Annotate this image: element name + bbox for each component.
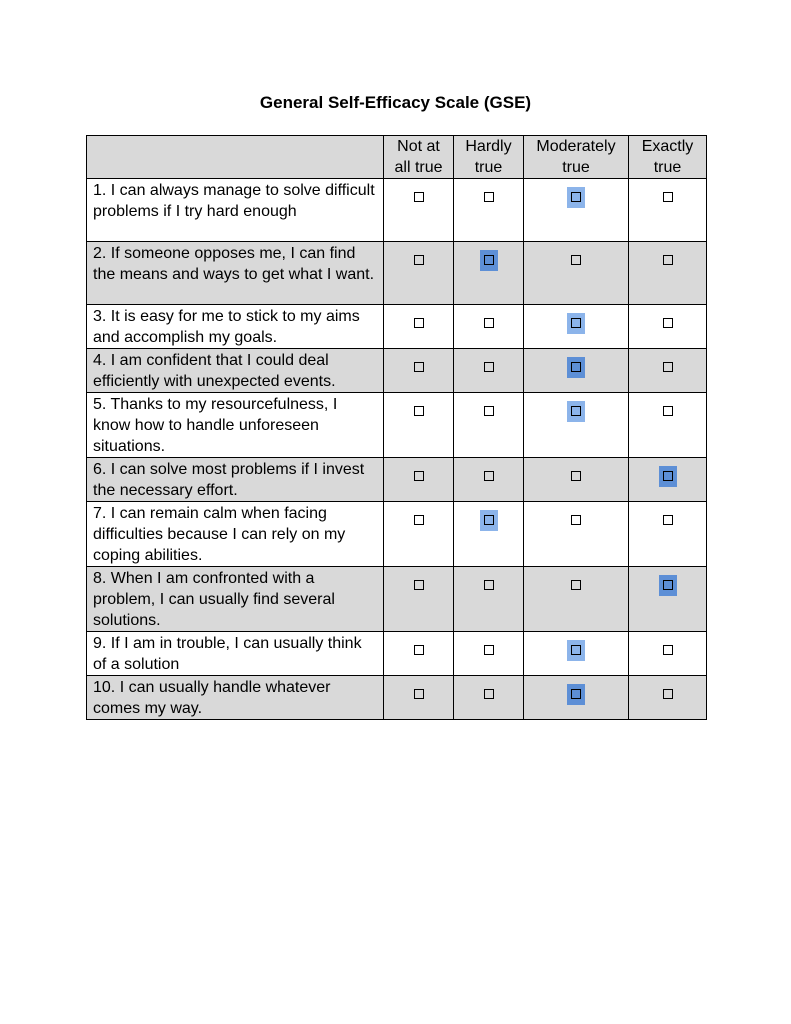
table-row (87, 458, 707, 502)
checkbox[interactable] (659, 684, 677, 705)
checkbox-square-icon (571, 689, 581, 699)
checkbox[interactable] (410, 575, 428, 596)
page-title: General Self-Efficacy Scale (GSE) (259, 93, 532, 112)
checkbox-square-icon (663, 406, 673, 416)
checkbox-square-icon (484, 318, 494, 328)
checkbox[interactable] (410, 187, 428, 208)
checkbox-square-icon (414, 318, 424, 328)
checkbox-square-icon (414, 689, 424, 699)
option-cell-exactly-true (629, 567, 707, 632)
checkbox-square-icon (484, 580, 494, 590)
checkbox[interactable] (567, 466, 585, 487)
checkbox-square-icon (663, 515, 673, 525)
checkbox-square-icon (484, 689, 494, 699)
option-cell-moderately-true (524, 676, 629, 720)
checkbox-square-icon (571, 192, 581, 202)
header-line2: true (653, 159, 682, 176)
option-cell-moderately-true (524, 458, 629, 502)
checkbox-selected-highlight[interactable] (659, 466, 677, 487)
table-row (87, 393, 707, 458)
checkbox[interactable] (659, 313, 677, 334)
table-row (87, 567, 707, 632)
checkbox-square-icon (414, 515, 424, 525)
option-cell-exactly-true (629, 305, 707, 349)
checkbox-square-icon (484, 362, 494, 372)
header-moderately-true (524, 136, 629, 179)
checkbox-square-icon (414, 192, 424, 202)
option-cell-not-at-all-true (384, 632, 454, 676)
header-not-at-all-true (384, 136, 454, 179)
option-cell-exactly-true (629, 632, 707, 676)
table-row (87, 305, 707, 349)
header-exactly-true (629, 136, 707, 179)
table-row (87, 179, 707, 242)
table-row (87, 676, 707, 720)
item-statement: 5. Thanks to my resourcefulness, I know how to handle unforeseen situations. (87, 393, 384, 458)
checkbox-square-icon (571, 645, 581, 655)
checkbox[interactable] (410, 684, 428, 705)
checkbox[interactable] (567, 250, 585, 271)
checkbox-square-icon (571, 406, 581, 416)
item-statement: 6. I can solve most problems if I invest the necessary effort. (87, 458, 384, 502)
checkbox-selected-highlight[interactable] (567, 313, 585, 334)
option-cell-hardly-true (454, 502, 524, 567)
checkbox-selected-highlight[interactable] (567, 684, 585, 705)
table-body (87, 179, 707, 720)
checkbox[interactable] (410, 313, 428, 334)
checkbox-square-icon (484, 515, 494, 525)
option-cell-not-at-all-true (384, 458, 454, 502)
checkbox-selected-highlight[interactable] (659, 575, 677, 596)
item-statement: 9. If I am in trouble, I can usually think of a solution (87, 632, 384, 676)
header-line1: Moderately (536, 138, 616, 155)
checkbox[interactable] (659, 250, 677, 271)
option-cell-not-at-all-true (384, 393, 454, 458)
item-statement: 7. I can remain calm when facing difficulties because I can rely on my coping abilities. (87, 502, 384, 567)
option-cell-exactly-true (629, 502, 707, 567)
option-cell-exactly-true (629, 349, 707, 393)
checkbox-square-icon (663, 318, 673, 328)
checkbox[interactable] (410, 401, 428, 422)
gse-table (86, 135, 707, 720)
checkbox-square-icon (484, 471, 494, 481)
checkbox-square-icon (414, 580, 424, 590)
checkbox[interactable] (567, 575, 585, 596)
checkbox[interactable] (480, 401, 498, 422)
checkbox-square-icon (414, 471, 424, 481)
header-line2: all true (394, 159, 443, 176)
option-cell-not-at-all-true (384, 502, 454, 567)
option-cell-hardly-true (454, 567, 524, 632)
checkbox-square-icon (484, 255, 494, 265)
option-cell-moderately-true (524, 632, 629, 676)
checkbox[interactable] (659, 357, 677, 378)
checkbox-square-icon (484, 192, 494, 202)
checkbox-square-icon (663, 471, 673, 481)
option-cell-exactly-true (629, 393, 707, 458)
item-statement: 8. When I am confronted with a problem, I can usually find several solutions. (87, 567, 384, 632)
checkbox-square-icon (414, 255, 424, 265)
checkbox[interactable] (480, 313, 498, 334)
option-cell-moderately-true (524, 349, 629, 393)
item-statement: 3. It is easy for me to stick to my aims and accomplish my goals. (87, 305, 384, 349)
checkbox-square-icon (663, 255, 673, 265)
checkbox[interactable] (480, 575, 498, 596)
checkbox-square-icon (414, 406, 424, 416)
header-line2: true (474, 159, 503, 176)
checkbox[interactable] (480, 466, 498, 487)
checkbox-square-icon (414, 362, 424, 372)
item-statement: 10. I can usually handle whatever comes my way. (87, 676, 384, 720)
header-line1: Hardly (465, 138, 512, 155)
option-cell-not-at-all-true (384, 349, 454, 393)
checkbox[interactable] (659, 510, 677, 531)
option-cell-moderately-true (524, 502, 629, 567)
checkbox[interactable] (659, 401, 677, 422)
checkbox-square-icon (571, 362, 581, 372)
option-cell-hardly-true (454, 179, 524, 242)
item-statement: 2. If someone opposes me, I can find the means and ways to get what I want. (87, 242, 384, 305)
checkbox-square-icon (663, 689, 673, 699)
header-line2: true (562, 159, 590, 176)
option-cell-hardly-true (454, 242, 524, 305)
table-header-row (87, 136, 707, 179)
checkbox[interactable] (480, 684, 498, 705)
checkbox[interactable] (410, 510, 428, 531)
checkbox-square-icon (571, 318, 581, 328)
header-blank-cell (87, 136, 384, 179)
option-cell-moderately-true (524, 393, 629, 458)
checkbox-square-icon (663, 362, 673, 372)
option-cell-not-at-all-true (384, 305, 454, 349)
checkbox-selected-highlight[interactable] (480, 250, 498, 271)
checkbox-square-icon (571, 471, 581, 481)
option-cell-exactly-true (629, 242, 707, 305)
checkbox-selected-highlight[interactable] (567, 640, 585, 661)
checkbox[interactable] (659, 187, 677, 208)
option-cell-hardly-true (454, 676, 524, 720)
checkbox[interactable] (567, 510, 585, 531)
option-cell-hardly-true (454, 305, 524, 349)
option-cell-moderately-true (524, 567, 629, 632)
checkbox-square-icon (571, 515, 581, 525)
option-cell-not-at-all-true (384, 676, 454, 720)
table-row (87, 349, 707, 393)
checkbox-selected-highlight[interactable] (480, 510, 498, 531)
option-cell-not-at-all-true (384, 567, 454, 632)
option-cell-exactly-true (629, 676, 707, 720)
option-cell-exactly-true (629, 458, 707, 502)
checkbox-square-icon (663, 645, 673, 655)
table-row (87, 242, 707, 305)
item-statement: 4. I am confident that I could deal efficiently with unexpected events. (87, 349, 384, 393)
checkbox[interactable] (410, 357, 428, 378)
option-cell-hardly-true (454, 393, 524, 458)
option-cell-moderately-true (524, 179, 629, 242)
header-line1: Not at (397, 138, 440, 155)
checkbox-square-icon (663, 192, 673, 202)
checkbox[interactable] (480, 640, 498, 661)
checkbox-selected-highlight[interactable] (567, 357, 585, 378)
header-hardly-true (454, 136, 524, 179)
checkbox-square-icon (484, 645, 494, 655)
checkbox[interactable] (480, 357, 498, 378)
header-line1: Exactly (641, 138, 694, 155)
checkbox[interactable] (410, 466, 428, 487)
checkbox-selected-highlight[interactable] (567, 187, 585, 208)
checkbox-selected-highlight[interactable] (567, 401, 585, 422)
checkbox[interactable] (480, 187, 498, 208)
checkbox-square-icon (571, 255, 581, 265)
checkbox-square-icon (663, 580, 673, 590)
checkbox[interactable] (410, 640, 428, 661)
checkbox[interactable] (410, 250, 428, 271)
table-row (87, 632, 707, 676)
option-cell-hardly-true (454, 632, 524, 676)
checkbox-square-icon (484, 406, 494, 416)
item-statement: 1. I can always manage to solve difficult problems if I try hard enough (87, 179, 384, 242)
option-cell-moderately-true (524, 305, 629, 349)
option-cell-not-at-all-true (384, 179, 454, 242)
table-row (87, 502, 707, 567)
checkbox[interactable] (659, 640, 677, 661)
option-cell-hardly-true (454, 458, 524, 502)
option-cell-moderately-true (524, 242, 629, 305)
option-cell-exactly-true (629, 179, 707, 242)
checkbox-square-icon (571, 580, 581, 590)
checkbox-square-icon (414, 645, 424, 655)
option-cell-hardly-true (454, 349, 524, 393)
option-cell-not-at-all-true (384, 242, 454, 305)
